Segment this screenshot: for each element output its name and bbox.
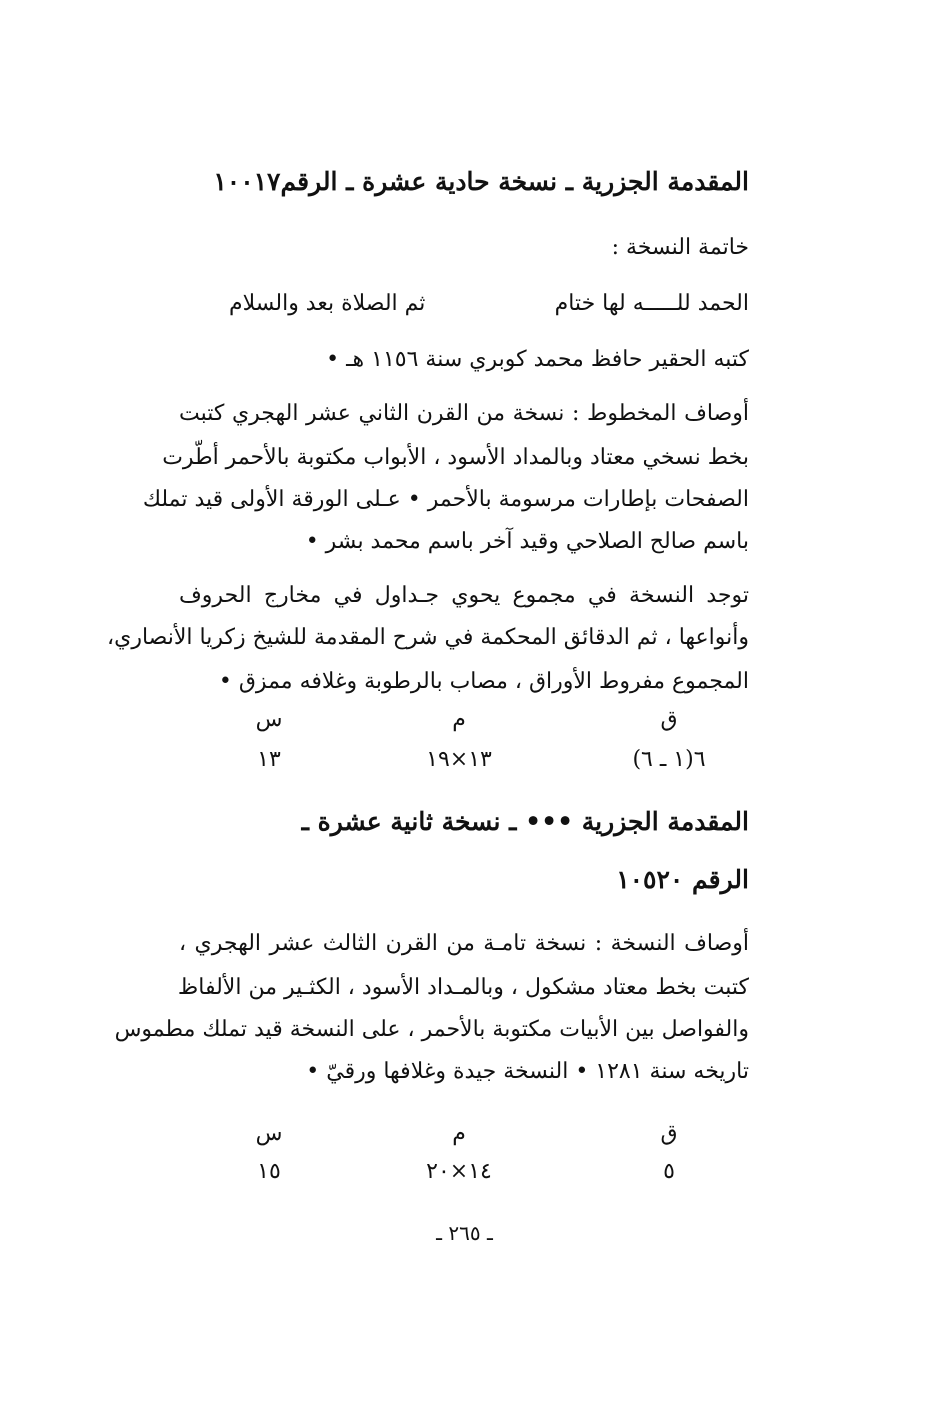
- section2-description-line: أوصاف النسخة : نسخة تامـة من القرن الثالث عشر الهجري ،: [179, 931, 749, 956]
- description-line: الصفحات بإطارات مرسومة بالأحمر • عـلى الورقة الأولى قيد تملك: [142, 487, 749, 512]
- section2-description-line: كتبت بخط معتاد مشكول ، وبالمـداد الأسود ، الكثـير من الألفاظ: [177, 975, 749, 1000]
- table1-header-s: س: [255, 707, 283, 732]
- table2-value-m: ١٤×٢٠: [426, 1159, 492, 1184]
- colophon-verse: [229, 284, 749, 324]
- section1-heading: المقدمة الجزرية ـ نسخة حادية عشرة ـ الرقم١٠٠١٧: [213, 167, 749, 196]
- table2-header-m: م: [452, 1121, 466, 1146]
- verse-right: الحمد للـــــه لها ختام: [554, 291, 749, 316]
- section2-heading: المقدمة الجزرية ••• ـ نسخة ثانية عشرة ـ: [301, 807, 749, 836]
- table2-header-s: س: [255, 1121, 283, 1146]
- colophon-label: خاتمة النسخة :: [611, 235, 749, 260]
- description-line: بخط نسخي معتاد وبالمداد الأسود ، الأبواب مكتوبة بالأحمر أطّرت: [162, 445, 749, 470]
- table2-header-q: ق: [660, 1121, 678, 1146]
- table2-header-row: [189, 1114, 749, 1154]
- table1-header-q: ق: [660, 707, 678, 732]
- table1-value-s: ١٣: [257, 747, 281, 772]
- description-line: باسم صالح الصلاحي وقيد آخر باسم محمد بشر •: [305, 529, 749, 554]
- table1-value-q: ٦(١ ـ ٦): [632, 747, 706, 772]
- table1-header-m: م: [452, 707, 466, 732]
- verse-left: ثم الصلاة بعد والسلام: [229, 291, 426, 316]
- page-number: ـ ٢٦٥ ـ: [436, 1221, 493, 1245]
- section2-description-line: تاريخه سنة ١٢٨١ • النسخة جيدة وغلافها ورقيّ •: [306, 1059, 749, 1084]
- table1-header-row: [189, 700, 749, 740]
- description-line: أوصاف المخطوط : نسخة من القرن الثاني عشر الهجري كتبت: [179, 401, 749, 426]
- collection-line: وأنواعها ، ثم الدقائق المحكمة في شرح المقدمة للشيخ زكريا الأنصاري،: [107, 625, 749, 650]
- collection-line: توجد النسخة في مجموع يحوي جـداول في مخارج الحروف: [179, 583, 749, 608]
- table2-value-row: [189, 1152, 749, 1192]
- table2-value-q: ٥: [663, 1159, 675, 1184]
- section2-description-line: والفواصل بين الأبيات مكتوبة بالأحمر ، على النسخة قيد تملك مطموس: [114, 1017, 749, 1042]
- collection-line: المجموع مفروط الأوراق ، مصاب بالرطوبة وغلافه ممزق •: [218, 669, 749, 694]
- table1-value-m: ١٣×١٩: [426, 747, 492, 772]
- table2-value-s: ١٥: [257, 1159, 281, 1184]
- section2-number: الرقم ١٠٥٢٠: [616, 865, 749, 894]
- table1-value-row: [189, 740, 749, 780]
- scribe-line: كتبه الحقير حافظ محمد كوبري سنة ١١٥٦ هـ •: [326, 347, 749, 372]
